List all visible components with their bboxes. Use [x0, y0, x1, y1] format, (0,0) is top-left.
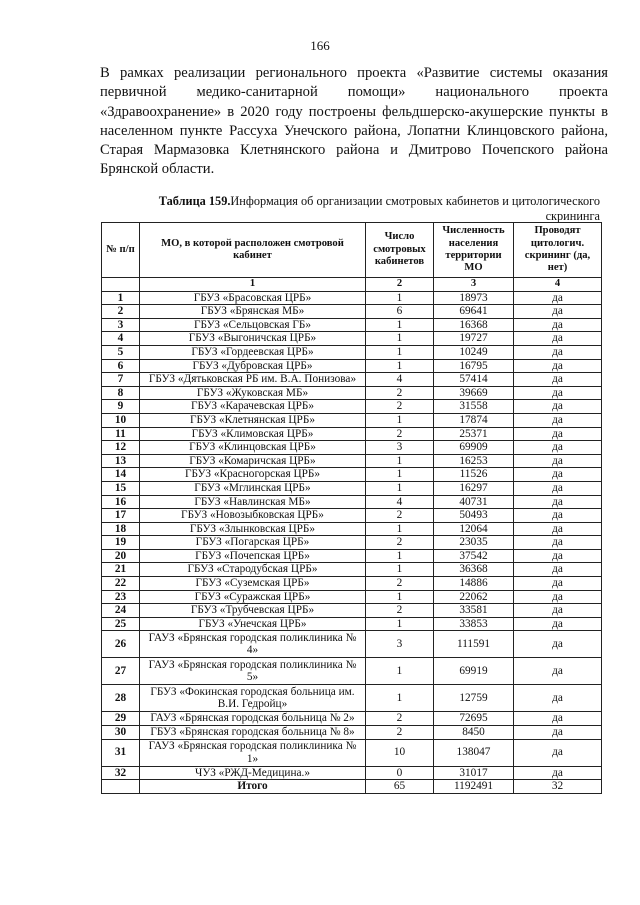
row-screening: да: [514, 454, 602, 468]
row-screening: да: [514, 549, 602, 563]
table-row: [102, 658, 602, 685]
row-organization: ГБУЗ «Дятьковская РБ им. В.А. Понизова»: [140, 373, 366, 387]
row-population: 40731: [434, 495, 514, 509]
row-organization: ГБУЗ «Клинцовская ЦРБ»: [140, 441, 366, 455]
row-rooms-count: 1: [366, 590, 434, 604]
row-number: 2: [102, 305, 140, 319]
row-organization: ГБУЗ «Навлинская МБ»: [140, 495, 366, 509]
row-screening: да: [514, 536, 602, 550]
row-organization: ГБУЗ «Гордеевская ЦРБ»: [140, 345, 366, 359]
table-row: [102, 509, 602, 523]
intro-paragraph: В рамках реализации регионального проекта «Развитие системы оказания первичной медико-санитарной помощи» национального проекта «Здравоохранение» в 2020 году построены фельдшерско-акушерские пункты в населенном пункте Рассуха Унечского района, Лопатни Клинцовского района, Старая Мармазовка Клетнянского района и Дмитрово Почепского района Брянской области.: [100, 65, 608, 178]
table-row: [102, 441, 602, 455]
row-population: 16297: [434, 481, 514, 495]
row-screening: да: [514, 509, 602, 523]
row-screening: да: [514, 739, 602, 766]
row-screening: да: [514, 495, 602, 509]
table-caption-text: Информация об организации смотровых кабинетов и цитологического скрининга: [230, 194, 600, 223]
row-number: 3: [102, 318, 140, 332]
row-number: 19: [102, 536, 140, 550]
row-organization: ГБУЗ «Суражская ЦРБ»: [140, 590, 366, 604]
row-population: 111591: [434, 631, 514, 658]
row-organization: ГБУЗ «Суземская ЦРБ»: [140, 577, 366, 591]
row-organization: ГБУЗ «Выгоничская ЦРБ»: [140, 332, 366, 346]
row-rooms-count: 2: [366, 726, 434, 740]
row-number: 30: [102, 726, 140, 740]
row-number: 10: [102, 413, 140, 427]
row-number: 31: [102, 739, 140, 766]
row-number: 26: [102, 631, 140, 658]
row-population: 11526: [434, 468, 514, 482]
total-blank: [102, 780, 140, 794]
row-population: 22062: [434, 590, 514, 604]
row-number: 12: [102, 441, 140, 455]
row-number: 8: [102, 386, 140, 400]
row-organization: ГБУЗ «Брасовская ЦРБ»: [140, 291, 366, 305]
row-organization: ГБУЗ «Красногорская ЦРБ»: [140, 468, 366, 482]
row-screening: да: [514, 345, 602, 359]
row-population: 69919: [434, 658, 514, 685]
row-organization: ГБУЗ «Злынковская ЦРБ»: [140, 522, 366, 536]
row-rooms-count: 1: [366, 658, 434, 685]
row-organization: ГБУЗ «Новозыбковская ЦРБ»: [140, 509, 366, 523]
row-number: 29: [102, 712, 140, 726]
row-screening: да: [514, 481, 602, 495]
row-number: 6: [102, 359, 140, 373]
row-population: 36368: [434, 563, 514, 577]
row-rooms-count: 1: [366, 617, 434, 631]
table-row: [102, 590, 602, 604]
row-screening: да: [514, 604, 602, 618]
row-rooms-count: 1: [366, 522, 434, 536]
row-screening: да: [514, 522, 602, 536]
total-screening: 32: [514, 780, 602, 794]
row-screening: да: [514, 359, 602, 373]
row-rooms-count: 2: [366, 604, 434, 618]
row-screening: да: [514, 658, 602, 685]
total-row: [102, 780, 602, 794]
row-population: 69641: [434, 305, 514, 319]
row-organization: ГАУЗ «Брянская городская поликлиника № 1»: [140, 739, 366, 766]
row-organization: ГБУЗ «Трубчевская ЦРБ»: [140, 604, 366, 618]
row-number: 9: [102, 400, 140, 414]
row-rooms-count: 1: [366, 332, 434, 346]
row-number: 24: [102, 604, 140, 618]
total-rooms: 65: [366, 780, 434, 794]
row-screening: да: [514, 631, 602, 658]
row-organization: ГБУЗ «Климовская ЦРБ»: [140, 427, 366, 441]
row-population: 17874: [434, 413, 514, 427]
row-screening: да: [514, 413, 602, 427]
row-organization: ГБУЗ «Комаричская ЦРБ»: [140, 454, 366, 468]
row-population: 31558: [434, 400, 514, 414]
row-number: 5: [102, 345, 140, 359]
table-row: [102, 318, 602, 332]
table-header-row: [102, 223, 602, 278]
row-rooms-count: 4: [366, 373, 434, 387]
row-rooms-count: 2: [366, 536, 434, 550]
row-population: 37542: [434, 549, 514, 563]
table-caption-number: Таблица 159.: [158, 194, 231, 208]
row-number: 22: [102, 577, 140, 591]
header-rooms-count: Число смотровых кабинетов: [366, 223, 434, 278]
row-screening: да: [514, 291, 602, 305]
row-organization: ГБУЗ «Фокинская городская больница им. В.И. Гедройц»: [140, 685, 366, 712]
table-row: [102, 291, 602, 305]
column-index-cell: 1: [140, 278, 366, 292]
row-number: 15: [102, 481, 140, 495]
table-row: [102, 400, 602, 414]
row-number: 14: [102, 468, 140, 482]
table-body: [102, 278, 602, 794]
row-population: 16795: [434, 359, 514, 373]
row-population: 57414: [434, 373, 514, 387]
row-number: 23: [102, 590, 140, 604]
row-rooms-count: 2: [366, 712, 434, 726]
row-screening: да: [514, 726, 602, 740]
table-row: [102, 726, 602, 740]
row-organization: ГБУЗ «Брянская МБ»: [140, 305, 366, 319]
row-screening: да: [514, 766, 602, 780]
row-organization: ГБУЗ «Сельцовская ГБ»: [140, 318, 366, 332]
row-screening: да: [514, 685, 602, 712]
row-rooms-count: 2: [366, 577, 434, 591]
row-rooms-count: 10: [366, 739, 434, 766]
row-rooms-count: 1: [366, 318, 434, 332]
table-row: [102, 604, 602, 618]
row-organization: ГБУЗ «Унечская ЦРБ»: [140, 617, 366, 631]
row-organization: ГБУЗ «Почепская ЦРБ»: [140, 549, 366, 563]
row-rooms-count: 1: [366, 345, 434, 359]
column-index-cell: [102, 278, 140, 292]
row-population: 72695: [434, 712, 514, 726]
row-screening: да: [514, 386, 602, 400]
row-organization: ЧУЗ «РЖД-Медицина.»: [140, 766, 366, 780]
row-screening: да: [514, 468, 602, 482]
column-index-cell: 2: [366, 278, 434, 292]
table-caption: [104, 194, 600, 224]
row-organization: ГБУЗ «Клетнянская ЦРБ»: [140, 413, 366, 427]
row-number: 11: [102, 427, 140, 441]
table-row: [102, 766, 602, 780]
row-population: 8450: [434, 726, 514, 740]
row-rooms-count: 1: [366, 563, 434, 577]
column-index-cell: 4: [514, 278, 602, 292]
row-population: 18973: [434, 291, 514, 305]
table-row: [102, 373, 602, 387]
row-population: 12064: [434, 522, 514, 536]
row-rooms-count: 1: [366, 549, 434, 563]
row-rooms-count: 1: [366, 413, 434, 427]
table-row: [102, 468, 602, 482]
row-number: 27: [102, 658, 140, 685]
table-row: [102, 427, 602, 441]
row-organization: ГБУЗ «Дубровская ЦРБ»: [140, 359, 366, 373]
row-population: 33581: [434, 604, 514, 618]
row-rooms-count: 0: [366, 766, 434, 780]
row-rooms-count: 1: [366, 468, 434, 482]
header-organization: МО, в которой расположен смотровой кабинет: [140, 223, 366, 278]
row-organization: ГАУЗ «Брянская городская больница № 2»: [140, 712, 366, 726]
row-screening: да: [514, 617, 602, 631]
row-population: 16253: [434, 454, 514, 468]
row-population: 19727: [434, 332, 514, 346]
table-row: [102, 345, 602, 359]
row-population: 33853: [434, 617, 514, 631]
row-population: 31017: [434, 766, 514, 780]
row-number: 32: [102, 766, 140, 780]
row-organization: ГБУЗ «Жуковская МБ»: [140, 386, 366, 400]
row-screening: да: [514, 590, 602, 604]
row-screening: да: [514, 373, 602, 387]
row-screening: да: [514, 305, 602, 319]
row-rooms-count: 2: [366, 427, 434, 441]
row-number: 4: [102, 332, 140, 346]
table-row: [102, 549, 602, 563]
row-population: 39669: [434, 386, 514, 400]
row-number: 1: [102, 291, 140, 305]
table-row: [102, 454, 602, 468]
row-rooms-count: 2: [366, 386, 434, 400]
table-row: [102, 413, 602, 427]
row-organization: ГАУЗ «Брянская городская поликлиника № 5»: [140, 658, 366, 685]
row-screening: да: [514, 400, 602, 414]
row-rooms-count: 1: [366, 359, 434, 373]
row-population: 12759: [434, 685, 514, 712]
table-row: [102, 685, 602, 712]
row-population: 14886: [434, 577, 514, 591]
row-number: 18: [102, 522, 140, 536]
row-screening: да: [514, 577, 602, 591]
column-index-cell: 3: [434, 278, 514, 292]
row-population: 138047: [434, 739, 514, 766]
row-number: 25: [102, 617, 140, 631]
row-screening: да: [514, 712, 602, 726]
row-rooms-count: 1: [366, 291, 434, 305]
table-row: [102, 563, 602, 577]
row-population: 10249: [434, 345, 514, 359]
row-screening: да: [514, 427, 602, 441]
row-rooms-count: 4: [366, 495, 434, 509]
row-number: 13: [102, 454, 140, 468]
screening-table: [101, 222, 602, 794]
row-rooms-count: 2: [366, 400, 434, 414]
row-number: 7: [102, 373, 140, 387]
row-population: 69909: [434, 441, 514, 455]
row-number: 21: [102, 563, 140, 577]
header-number: № п/п: [102, 223, 140, 278]
table-row: [102, 631, 602, 658]
table-row: [102, 332, 602, 346]
row-number: 28: [102, 685, 140, 712]
page-number: 166: [310, 38, 330, 53]
row-screening: да: [514, 332, 602, 346]
row-screening: да: [514, 318, 602, 332]
table-row: [102, 481, 602, 495]
row-rooms-count: 6: [366, 305, 434, 319]
row-population: 16368: [434, 318, 514, 332]
total-population: 1192491: [434, 780, 514, 794]
header-screening: Проводят цитологич. скрининг (да, нет): [514, 223, 602, 278]
row-rooms-count: 3: [366, 441, 434, 455]
table-row: [102, 495, 602, 509]
table-row: [102, 577, 602, 591]
header-population: Численность населения территории МО: [434, 223, 514, 278]
row-rooms-count: 2: [366, 509, 434, 523]
row-rooms-count: 1: [366, 685, 434, 712]
row-rooms-count: 3: [366, 631, 434, 658]
row-organization: ГБУЗ «Мглинская ЦРБ»: [140, 481, 366, 495]
table-row: [102, 522, 602, 536]
row-organization: ГБУЗ «Стародубская ЦРБ»: [140, 563, 366, 577]
table-row: [102, 359, 602, 373]
table-row: [102, 712, 602, 726]
row-organization: ГАУЗ «Брянская городская поликлиника № 4»: [140, 631, 366, 658]
table-row: [102, 386, 602, 400]
row-rooms-count: 1: [366, 481, 434, 495]
row-rooms-count: 1: [366, 454, 434, 468]
row-organization: ГБУЗ «Брянская городская больница № 8»: [140, 726, 366, 740]
table-row: [102, 305, 602, 319]
row-population: 25371: [434, 427, 514, 441]
row-population: 50493: [434, 509, 514, 523]
table-row: [102, 617, 602, 631]
row-number: 16: [102, 495, 140, 509]
row-organization: ГБУЗ «Погарская ЦРБ»: [140, 536, 366, 550]
row-population: 23035: [434, 536, 514, 550]
row-organization: ГБУЗ «Карачевская ЦРБ»: [140, 400, 366, 414]
row-number: 20: [102, 549, 140, 563]
table-row: [102, 536, 602, 550]
row-screening: да: [514, 563, 602, 577]
row-number: 17: [102, 509, 140, 523]
column-index-row: [102, 278, 602, 292]
total-label: Итого: [140, 780, 366, 794]
row-screening: да: [514, 441, 602, 455]
table-row: [102, 739, 602, 766]
